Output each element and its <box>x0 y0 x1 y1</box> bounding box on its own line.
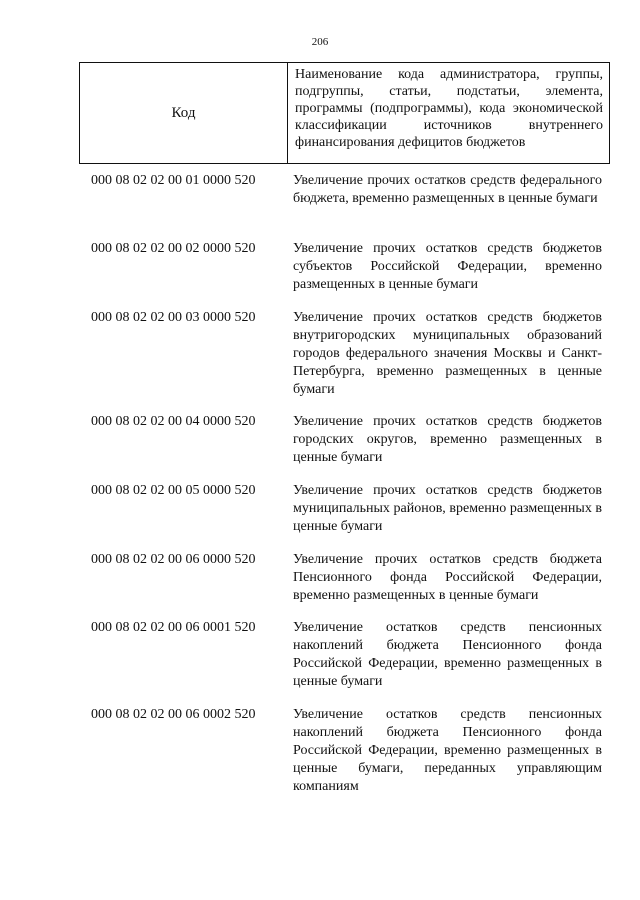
table-row <box>79 413 608 467</box>
table-header <box>79 62 610 164</box>
row-code: 000 08 02 02 00 04 0000 520 <box>91 414 256 429</box>
table-row <box>79 172 608 208</box>
table-row <box>79 619 608 691</box>
row-code: 000 08 02 02 00 03 0000 520 <box>91 310 256 325</box>
row-code: 000 08 02 02 00 05 0000 520 <box>91 483 256 498</box>
row-description: Увеличение прочих остатков средств федерального бюджета, временно размещенных в ценные бумаги <box>293 173 602 206</box>
row-description: Увеличение прочих остатков средств бюджетов внутригородских муниципальных образований городов федерального значения Москвы и Санкт-Петербурга, временно размещенных в ценные бумаги <box>293 310 602 397</box>
table-row <box>79 706 608 796</box>
header-code-cell: Код <box>80 63 288 163</box>
table-row <box>79 551 608 605</box>
row-code: 000 08 02 02 00 06 0000 520 <box>91 552 256 567</box>
table-row <box>79 482 608 536</box>
row-description: Увеличение остатков средств пенсионных накоплений бюджета Пенсионного фонда Российской Федерации, временно размещенных в ценные бумаги <box>293 620 602 689</box>
table-row <box>79 309 608 399</box>
row-code: 000 08 02 02 00 06 0002 520 <box>91 707 256 722</box>
page-number: 206 <box>311 36 329 48</box>
row-description: Увеличение прочих остатков средств бюджетов городских округов, временно размещенных в ценные бумаги <box>293 414 602 465</box>
header-name-cell: Наименование кода администратора, группы, подгруппы, статьи, подстатьи, элемента, программы (подпрограммы), кода экономической классификации источников внутреннего финансирования дефицитов бюджетов <box>295 67 603 150</box>
row-code: 000 08 02 02 00 06 0001 520 <box>91 620 256 635</box>
table-row <box>79 240 608 294</box>
row-code: 000 08 02 02 00 02 0000 520 <box>91 241 256 256</box>
row-description: Увеличение остатков средств пенсионных накоплений бюджета Пенсионного фонда Российской Федерации, временно размещенных в ценные бумаги, переданных управляющим компаниям <box>293 707 602 794</box>
row-description: Увеличение прочих остатков средств бюджетов субъектов Российской Федерации, временно размещенных в ценные бумаги <box>293 241 602 292</box>
row-code: 000 08 02 02 00 01 0000 520 <box>91 173 256 188</box>
row-description: Увеличение прочих остатков средств бюджета Пенсионного фонда Российской Федерации, временно размещенных в ценные бумаги <box>293 552 602 603</box>
row-description: Увеличение прочих остатков средств бюджетов муниципальных районов, временно размещенных в ценные бумаги <box>293 483 602 534</box>
